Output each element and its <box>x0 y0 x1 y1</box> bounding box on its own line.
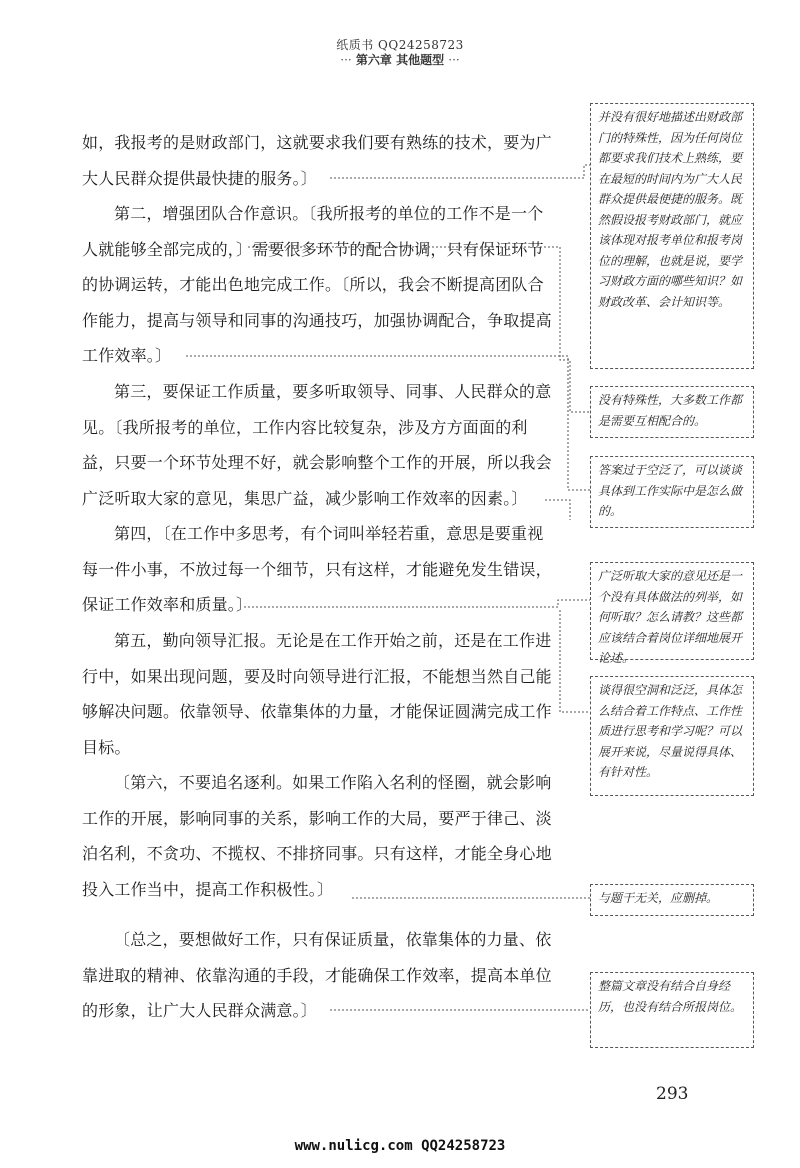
margin-note-2 <box>590 386 754 438</box>
note-text: 并没有很好地描述出财政部门的特殊性，因为任何岗位都要求我们技术上熟练，要在最短的时间内为广大人民群众提供最便捷的服务。既然假设报考财政部门，就应该体现对报考单位和报考岗位的理解，也就是说，要学习财政方面的哪些知识？如财政改革、会计知识等。 <box>598 110 743 309</box>
running-header <box>0 38 800 67</box>
margin-note-5 <box>590 676 754 796</box>
paragraph-text: 第四，〔在工作中多思考，有个词叫举轻若重，意思是要重视每一件小事，不放过每一个细节，只有这样，才能避免发生错误，保证工作效率和质量。〕 <box>82 524 552 614</box>
margin-note-6 <box>590 884 754 916</box>
paragraph-4 <box>82 516 558 623</box>
header-watermark: 纸质书 QQ24258723 <box>336 38 464 52</box>
header-dots-right: ··· <box>448 53 460 67</box>
note-text: 谈得很空洞和泛泛，具体怎么结合着工作特点、工作性质进行思考和学习呢？可以展开来说，尽量说得具体、有针对性。 <box>598 683 743 779</box>
paragraph-5 <box>82 623 558 765</box>
paragraph-6 <box>82 765 558 907</box>
paragraph-text: 〔总之，要想做好工作，只有保证质量，依靠集体的力量、依靠进取的精神、依靠沟通的手段，才能确保工作效率，提高本单位的形象，让广大人民群众满意。〕 <box>82 930 552 1020</box>
note-text: 广泛听取大家的意见还是一个没有具体做法的列举，如何听取？怎么请教？这些都应该结合着岗位详细地展开论述。 <box>598 569 743 665</box>
margin-note-4 <box>590 562 754 665</box>
chapter-title-text: 第六章 其他题型 <box>355 53 445 67</box>
header-dots-left: ··· <box>340 53 352 67</box>
paragraph-3 <box>82 374 558 516</box>
paragraph-text: 第五，勤向领导汇报。无论是在工作开始之前，还是在工作进行中，如果出现问题，要及时向领导进行汇报，不能想当然自己能够解决问题。依靠领导、依靠集体的力量，才能保证圆满完成工作目标。 <box>82 631 552 757</box>
note-text: 整篇文章没有结合自身经历，也没有结合所报岗位。 <box>598 979 743 1014</box>
page-number: 293 <box>656 1084 689 1104</box>
paragraph-text: 第三，要保证工作质量，要多听取领导、同事、人民群众的意见。〔我所报考的单位，工作内容比较复杂，涉及方方面面的利益，只要一个环节处理不好，就会影响整个工作的开展，所以我会广泛听取大家的意见，集思广益，减少影响工作效率的因素。〕 <box>82 382 552 508</box>
margin-note-3 <box>590 456 754 528</box>
paragraph-1 <box>82 125 558 196</box>
leader-line-6 <box>560 610 590 712</box>
paragraph-text: 〔第六，不要追名逐利。如果工作陷入名利的怪圈，就会影响工作的开展，影响同事的关系，影响工作的大局，要严于律己、淡泊名利，不贪功、不揽权、不排挤同事。只有这样，才能全身心地投入工作当中，提高工作积极性。〕 <box>82 773 552 899</box>
margin-note-1 <box>590 103 754 369</box>
paragraph-7 <box>82 922 558 1029</box>
note-text: 答案过于空泛了，可以谈谈具体到工作实际中是怎么做的。 <box>598 463 743 518</box>
footer-watermark: www.nulicg.com QQ24258723 <box>294 1138 506 1154</box>
note-text: 没有特殊性，大多数工作都是需要互相配合的。 <box>598 393 743 428</box>
paragraph-text: 第二，增强团队合作意识。〔我所报考的单位的工作不是一个人就能够全部完成的，〕需要很多环节的配合协调，只有保证环节的协调运转，才能出色地完成工作。〔所以，我会不断提高团队合作能力，提高与领导和同事的沟通技巧，加强协调配合，争取提高工作效率。〕 <box>82 204 552 365</box>
chapter-title <box>0 53 800 67</box>
note-text: 与题干无关，应删掉。 <box>598 891 719 905</box>
paragraph-2 <box>82 196 558 374</box>
margin-note-7 <box>590 972 754 1048</box>
paragraph-text: 如，我报考的是财政部门，这就要求我们要有熟练的技术，要为广大人民群众提供最快捷的服务。〕 <box>82 133 552 188</box>
